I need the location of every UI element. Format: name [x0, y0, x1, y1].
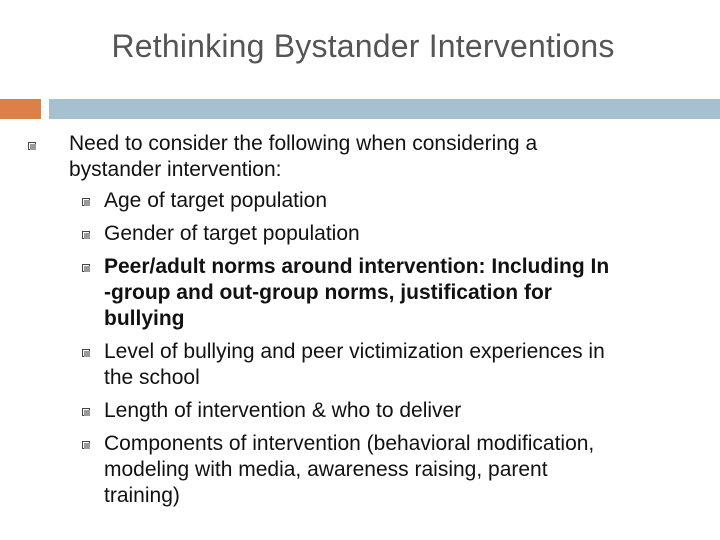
main-bullet-line: bystander intervention:	[69, 158, 282, 181]
sub-bullet-line: the school	[104, 366, 200, 389]
sub-bullet-line: modeling with media, awareness raising, parent	[104, 458, 548, 481]
sub-bullet-line: bullying	[104, 307, 185, 330]
square-bullet-icon	[82, 198, 90, 206]
slide-title: Rethinking Bystander Interventions	[111, 28, 615, 64]
square-bullet-icon	[82, 264, 90, 272]
sub-bullet-line: Age of target population	[104, 189, 328, 212]
square-bullet-icon	[82, 231, 90, 239]
accent-bar-orange	[0, 99, 41, 119]
accent-bar-blue	[49, 99, 720, 119]
square-bullet-icon	[82, 408, 90, 416]
sub-bullet-line: training)	[104, 484, 180, 507]
square-bullet-icon	[82, 349, 90, 357]
sub-bullet-line: Level of bullying and peer victimization experiences in	[104, 340, 605, 363]
square-bullet-icon	[28, 142, 36, 150]
square-bullet-icon	[82, 441, 90, 449]
sub-bullet-line: Peer/adult norms around intervention: Including In	[104, 255, 610, 278]
sub-bullet-line: Gender of target population	[104, 222, 360, 245]
sub-bullet-line: Length of intervention & who to deliver	[104, 399, 462, 422]
sub-bullet-line: -group and out-group norms, justification for	[104, 281, 552, 304]
main-bullet-line: Need to consider the following when considering a	[69, 132, 538, 155]
sub-bullet-line: Components of intervention (behavioral modification,	[104, 432, 595, 455]
